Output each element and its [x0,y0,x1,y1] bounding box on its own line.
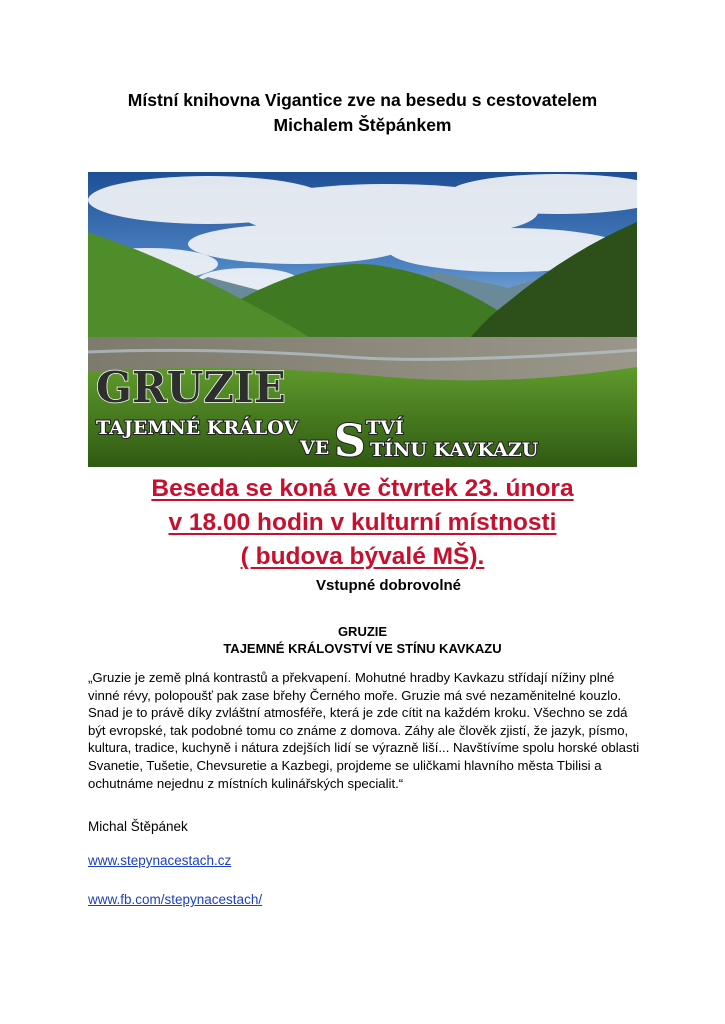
facebook-link[interactable]: www.fb.com/stepynacestach/ [88,892,263,907]
description-quote: „Gruzie je země plná kontrastů a překvapení. Mohutné hradby Kavkazu střídají nížiny plné vinné révy, polopoušť pak zase břehy Černého moře. Gruzie má své nezaměnitelné kouzlo. Snad je to právě díky zvláštní atmosféře, která je zde cítit na každém kroku. Všechno se zdá být evropské, tak podobné tomu co známe z domova. Záhy ale člověk zjistí, že jazyk, písmo, kultura, tradice, kuchyně i nátura zdejších lidí se výrazně liší... Navštívíme spolu horské oblasti Svanetie, Tušetie, Chevsuretie a Kazbegi, projdeme se uličkami hlavního města Tbilisi a ochutnáme nejednu z místních kulinářských specialit.“ [88,670,640,791]
poster-image [88,172,637,467]
poster-title: GRUZIE [96,363,286,412]
subheading-line-1: GRUZIE [337,624,388,639]
heading-line-1: Místní knihovna Vigantice zve na besedu s cestovatelem [127,90,598,110]
website-link[interactable]: www.stepynacestach.cz [88,853,232,868]
poster-subtitle-line2b: TÍNU KAVKAZU [370,439,539,461]
invitation-line-2: v 18.00 hodin v kulturní místnosti [168,509,557,536]
poster-subtitle-line2a: VE [300,437,330,459]
poster-subtitle-part1: TAJEMNÉ KRÁLOV [96,417,299,439]
entry-note: Vstupné dobrovolné [316,577,462,594]
poster-subtitle-big-s: S [334,416,366,467]
author-name: Michal Štěpánek [88,819,188,834]
invitation-line-1: Beseda se koná ve čtvrtek 23. února [151,475,574,502]
heading-line-2: Michalem Štěpánkem [273,115,452,135]
invitation-line-3: ( budova bývalé MŠ). [240,543,485,570]
subheading [60,623,665,657]
poster-subtitle-part2: TVÍ [366,417,404,439]
page-heading [60,88,665,138]
subheading-line-2: TAJEMNÉ KRÁLOVSTVÍ VE STÍNU KAVKAZU [223,641,502,656]
invitation-block [60,472,665,574]
